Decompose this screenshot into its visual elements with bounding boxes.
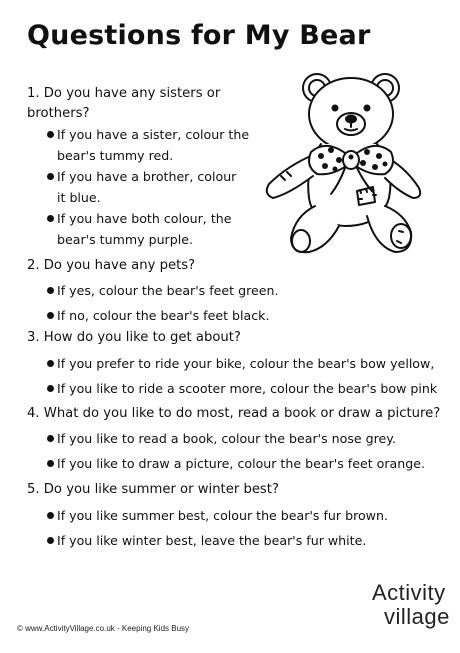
bullet-1-2: If you have a brother, colour it blue. bbox=[47, 166, 236, 208]
bullet-icon bbox=[47, 215, 54, 222]
question-4: 4. What do you like to do most, read a book or draw a picture? bbox=[27, 406, 441, 421]
bullet-3-1: If you prefer to ride your bike, colour the bear's bow yellow, bbox=[47, 353, 434, 374]
bullet-icon bbox=[47, 460, 54, 467]
bullet-icon bbox=[47, 131, 54, 138]
question-5: 5. Do you like summer or winter best? bbox=[27, 482, 279, 497]
footer-credit: © www.ActivityVillage.co.uk - Keeping Kids Busy bbox=[17, 624, 190, 633]
question-1-line-1: 1. Do you have any sisters or bbox=[27, 86, 221, 101]
bullet-1-3: If you have both colour, the bear's tummy purple. bbox=[47, 208, 232, 250]
bullet-4-1: If you like to read a book, colour the bear's nose grey. bbox=[47, 428, 396, 449]
bullet-3-2: If you like to ride a scooter more, colour the bear's bow pink bbox=[47, 378, 437, 399]
bullet-icon bbox=[47, 360, 54, 367]
bullet-2-2: If no, colour the bear's feet black. bbox=[47, 305, 269, 326]
bullet-icon bbox=[47, 385, 54, 392]
bullet-icon bbox=[47, 287, 54, 294]
question-1 bbox=[27, 84, 220, 124]
question-2: 2. Do you have any pets? bbox=[27, 258, 196, 273]
bullet-icon bbox=[47, 312, 54, 319]
logo-line-1: Activity bbox=[372, 580, 446, 605]
bullet-2-1: If yes, colour the bear's feet green. bbox=[47, 280, 279, 301]
page-title: Questions for My Bear bbox=[27, 20, 371, 51]
bullet-5-1: If you like summer best, colour the bear's fur brown. bbox=[47, 505, 388, 526]
bullet-1-1: If you have a sister, colour the bear's tummy red. bbox=[47, 124, 249, 166]
logo-line-2: village bbox=[384, 604, 450, 629]
teddy-bear-illustration bbox=[255, 66, 435, 266]
bullet-icon bbox=[47, 512, 54, 519]
bullet-icon bbox=[47, 537, 54, 544]
bullet-4-2: If you like to draw a picture, colour the bear's feet orange. bbox=[47, 453, 425, 474]
activity-village-logo bbox=[372, 580, 452, 636]
bullet-icon bbox=[47, 173, 54, 180]
question-1-line-2: brothers? bbox=[27, 106, 90, 121]
bullet-icon bbox=[47, 435, 54, 442]
bullet-5-2: If you like winter best, leave the bear's fur white. bbox=[47, 530, 366, 551]
question-3: 3. How do you like to get about? bbox=[27, 330, 241, 345]
